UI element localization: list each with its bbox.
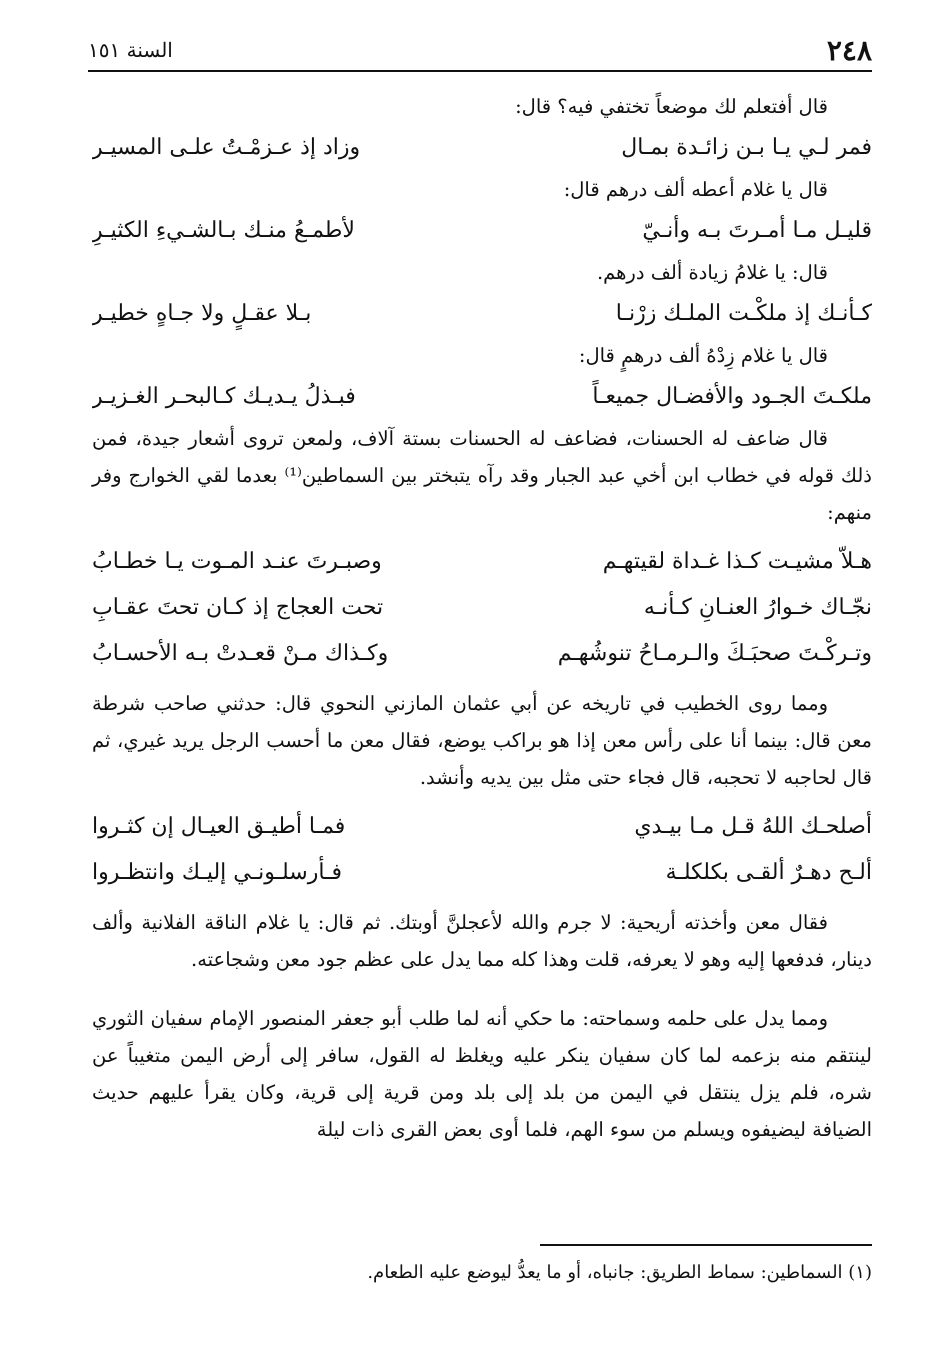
running-head-year: السنة ١٥١ <box>88 38 173 62</box>
verse-first-hemistich: نجّـاك خـوارُ العنـانِ كـأنـه <box>643 595 872 620</box>
verse-first-hemistich: هـلاّ مشيـت كـذا غـداة لقيتهـم <box>602 549 872 574</box>
paragraph: ومما روى الخطيب في تاريخه عن أبي عثمان المازني النحوي قال: حدثني صاحب شرطة معن قال: بينما أنا على رأس معن إذا هو براكب يوضع، فقال معن ما أحسب الرجل يريد غيري، ثم قال لحاجبه لا تحجبه، قال فجاء حتى مثل بين يديه وأنشد. <box>92 692 872 789</box>
header-rule <box>88 70 872 72</box>
verse-first-hemistich: ملكـتَ الجـود والأفضـال جميعـاً <box>592 384 872 409</box>
verse-first-hemistich: كـأنـك إذ ملكْـت الملـك زرْنـا <box>615 301 872 326</box>
verse-line <box>92 850 872 896</box>
verse-line <box>92 631 872 677</box>
paragraph: قال ضاعف له الحسنات، فضاعف له الحسنات بستة آلاف، ولمعن تروى أشعار جيدة، فمن ذلك قوله في خطاب ابن أخي عبد الجبار وقد رآه يتبختر بين السماطين⁽¹⁾ بعدما لقي الخوارج وفر منهم: <box>92 427 872 524</box>
verse-line <box>92 291 872 337</box>
verse-first-hemistich: فمر لـي يـا بـن زائـدة بمـال <box>621 135 872 160</box>
verse-first-hemistich: قليـل مـا أمـرتَ بـه وأنـيّ <box>642 218 872 243</box>
paragraph: قال أفتعلم لك موضعاً تختفي فيه؟ قال: <box>515 95 828 118</box>
verse-first-hemistich: ألـح دهـرٌ ألقـى بكلكلـة <box>665 860 872 885</box>
verse-first-hemistich: وتـركْـتَ صحبَـكَ والـرمـاحُ تنوشُهـم <box>557 641 872 666</box>
footnote: (١) السماطين: سماط الطريق: جانباه، أو ما يعدُّ ليوضع عليه الطعام. <box>367 1262 872 1283</box>
page-number: ٢٤٨ <box>826 34 872 67</box>
paragraph: فقال معن وأخذته أريحية: لا جرم والله لأعجلنَّ أوبتك. ثم قال: يا غلام الناقة الفلانية وألف دينار، فدفعها إليه وهو لا يعرفه، قلت وهذا كله مما يدل على عظم جود معن وشجاعته. <box>92 911 872 971</box>
paragraph: قال: يا غلامُ زيادة ألف درهم. <box>596 261 828 284</box>
paragraph: قال يا غلام أعطه ألف درهم قال: <box>563 178 828 201</box>
verse-line <box>92 539 872 585</box>
verse-first-hemistich: أصلحـك اللهُ قـل مـا بيـدي <box>634 814 872 839</box>
verse-line <box>92 585 872 631</box>
paragraph: ومما يدل على حلمه وسماحته: ما حكي أنه لما طلب أبو جعفر المنصور الإمام سفيان الثوري لينتقم منه بزعمه لما كان سفيان ينكر عليه ويغلظ له القول، سافر إلى أرض اليمن متغيباً عن شره، فلم يزل ينتقل في اليمن من بلد إلى بلد ومن قرية إلى قرية، وكان يقرأ عليهم حديث الضيافة ليضيفوه ويسلم من سوء الهم، فلما أوى بعض القرى ذات ليلة <box>92 1007 872 1141</box>
verse-second-hemistich: لأطمـعُ منـك بـالشـيءِ الكثيـرِ <box>92 218 355 243</box>
verse-second-hemistich: فـأرسلـونـي إليـك وانتظـروا <box>92 860 343 885</box>
verse-second-hemistich: فبـذلُ يـديـك كـالبحـر الغـزيـر <box>92 384 356 409</box>
verse-second-hemistich: فمـا أطيـق العيـال إن كثـروا <box>92 814 346 839</box>
verse-second-hemistich: وزاد إذ عـزمْـتُ علـى المسيـر <box>92 135 361 160</box>
verse-line <box>92 374 872 420</box>
verse-line <box>92 125 872 171</box>
verse-second-hemistich: وكـذاك مـنْ قعـدتْ بـه الأحسـابُ <box>92 641 389 666</box>
verse-second-hemistich: بـلا عقـلٍ ولا جـاهٍ خطيـر <box>92 301 312 326</box>
verse-second-hemistich: تحت العجاج إذ كـان تحتَ عقـابِ <box>92 595 384 620</box>
verse-second-hemistich: وصبـرتَ عنـد المـوت يـا خطـابُ <box>92 549 382 574</box>
page-header <box>88 34 872 74</box>
verse-line <box>92 208 872 254</box>
verse-line <box>92 804 872 850</box>
footnote-rule <box>540 1244 872 1246</box>
paragraph: قال يا غلام زِدْهُ ألف درهمٍ قال: <box>578 344 828 367</box>
page-body <box>92 88 872 1148</box>
